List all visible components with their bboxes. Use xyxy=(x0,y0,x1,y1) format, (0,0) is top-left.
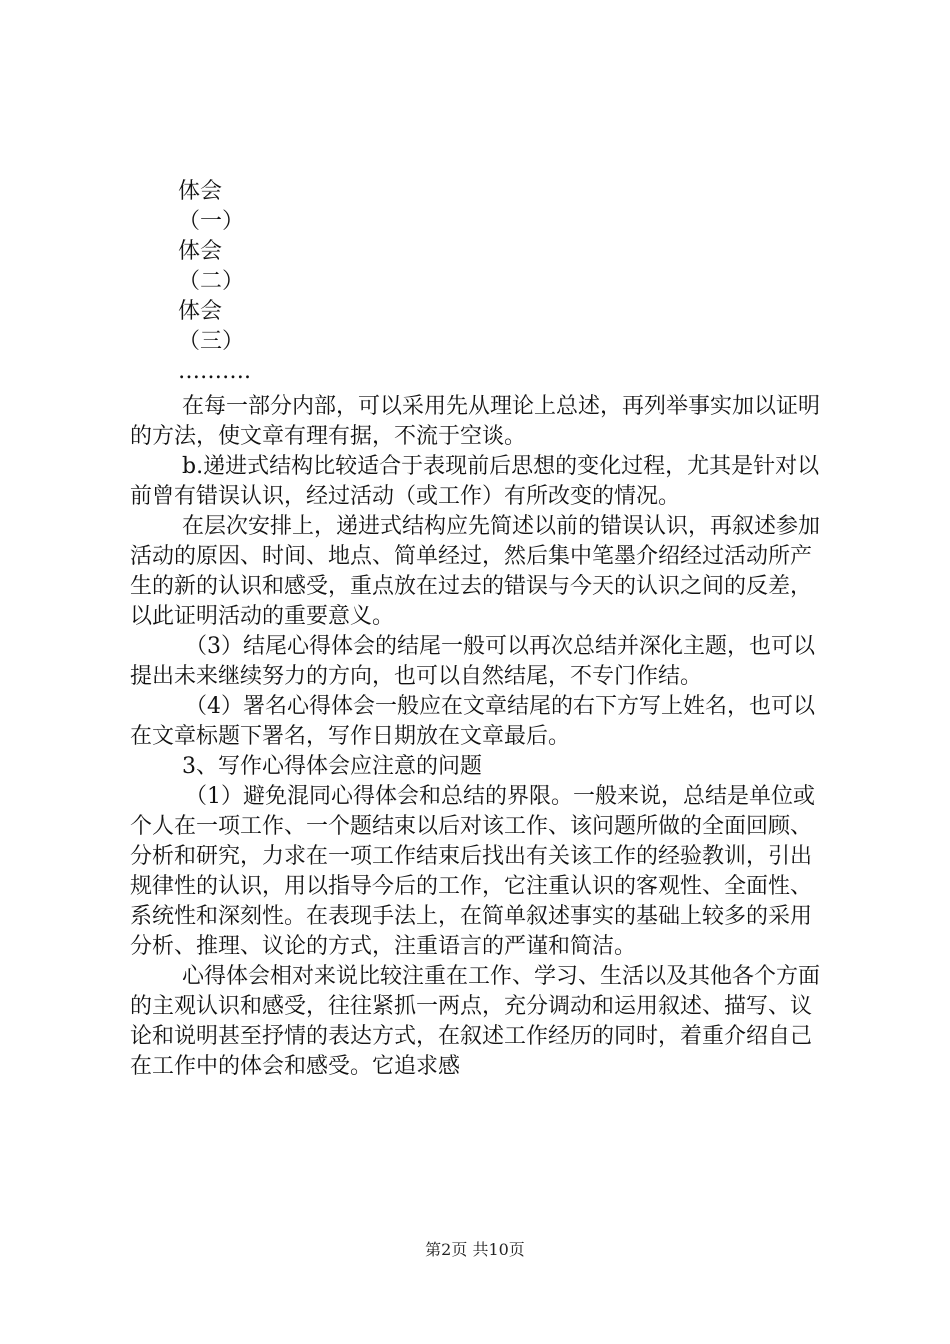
body-text xyxy=(130,392,830,1082)
paragraph: （3）结尾心得体会的结尾一般可以再次总结并深化主题，也可以提出未来继续努力的方向，也可以自然结尾，不专门作结。 xyxy=(130,634,815,689)
page-footer: 第2页 共10页 xyxy=(425,1240,525,1259)
heading-number-3: （三） xyxy=(178,329,245,354)
ellipsis-line: ………. xyxy=(178,359,251,384)
section-heading: 3、写作心得体会应注意的问题 xyxy=(182,754,482,779)
heading-number-2: （二） xyxy=(178,269,245,294)
paragraph: （4）署名心得体会一般应在文章结尾的右下方写上姓名，也可以在文章标题下署名，写作日期放在文章最后。 xyxy=(130,694,815,749)
paragraph: 心得体会相对来说比较注重在工作、学习、生活以及其他各个方面的主观认识和感受，往往紧抓一两点，充分调动和运用叙述、描写、议论和说明甚至抒情的表达方式，在叙述工作经历的同时，着重介绍自己在工作中的体会和感受。它追求感 xyxy=(130,964,821,1079)
paragraph: 在层次安排上，递进式结构应先简述以前的错误认识，再叙述参加活动的原因、时间、地点、简单经过，然后集中笔墨介绍经过活动所产生的新的认识和感受，重点放在过去的错误与今天的认识之间的反差，以此证明活动的重要意义。 xyxy=(130,514,821,629)
paragraph: b.递进式结构比较适合于表现前后思想的变化过程，尤其是针对以前曾有错误认识，经过活动（或工作）有所改变的情况。 xyxy=(130,454,820,509)
paragraph: 在每一部分内部，可以采用先从理论上总述，再列举事实加以证明的方法，使文章有理有据，不流于空谈。 xyxy=(130,394,821,449)
paragraph: （1）避免混同心得体会和总结的界限。一般来说，总结是单位或个人在一项工作、一个题结束以后对该工作、该问题所做的全面回顾、分析和研究，力求在一项工作结束后找出有关该工作的经验教训，引出规律性的认识，用以指导今后的工作，它注重认识的客观性、全面性、系统性和深刻性。在表现手法上，在简单叙述事实的基础上较多的采用分析、推理、议论的方式，注重语言的严谨和简洁。 xyxy=(130,784,815,959)
heading-number-1: （一） xyxy=(178,209,245,234)
heading-tihui-2: 体会 xyxy=(178,239,223,264)
heading-tihui-3: 体会 xyxy=(178,299,223,324)
short-lines-block xyxy=(130,177,830,387)
heading-tihui-1: 体会 xyxy=(178,179,223,204)
